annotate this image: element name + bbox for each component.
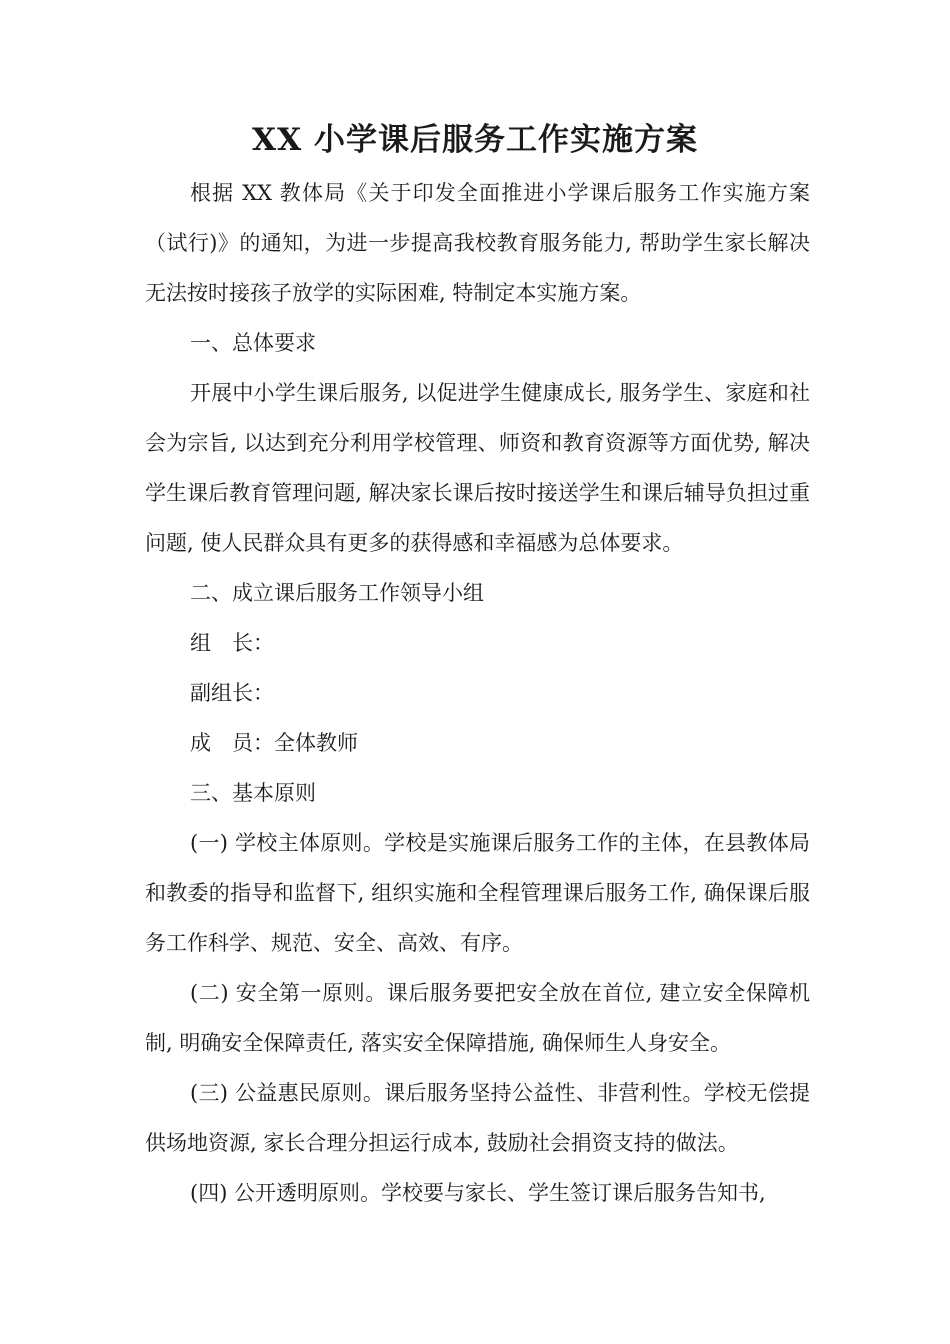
principle-public-welfare: (三) 公益惠民原则。课后服务坚持公益性、非营利性。学校无偿提供场地资源, 家长合理分担运行成本, 鼓励社会捐资支持的做法。 (145, 1081, 810, 1155)
group-leader-line: 组 长： (190, 631, 274, 655)
section-heading-general-requirements: 一、总体要求 (190, 331, 316, 355)
members-line: 成 员：全体教师 (190, 731, 358, 755)
principle-safety-first: (二) 安全第一原则。课后服务要把安全放在首位, 建立安全保障机制, 明确安全保障责任, 落实安全保障措施, 确保师生人身安全。 (145, 981, 810, 1055)
principle-school-subject: (一) 学校主体原则。学校是实施课后服务工作的主体，在县教体局和教委的指导和监督下, 组织实施和全程管理课后服务工作, 确保课后服务工作科学、规范、安全、高效、有序。 (145, 831, 810, 955)
deputy-leader-line: 副组长： (190, 681, 274, 705)
document-title: XX 小学课后服务工作实施方案 (252, 122, 698, 158)
intro-paragraph: 根据 XX 教体局《关于印发全面推进小学课后服务工作实施方案（试行)》的通知，为进一步提高我校教育服务能力, 帮助学生家长解决无法按时接孩子放学的实际困难, 特制定本实施方案。 (145, 181, 810, 305)
document-body (145, 168, 810, 1218)
section-heading-basic-principles: 三、基本原则 (190, 781, 316, 805)
general-requirements-paragraph: 开展中小学生课后服务, 以促进学生健康成长, 服务学生、家庭和社会为宗旨, 以达到充分利用学校管理、师资和教育资源等方面优势, 解决学生课后教育管理问题, 解决家长课后按时接送学生和课后辅导负担过重问题, 使人民群众具有更多的获得感和幸福感为总体要求。 (145, 381, 810, 555)
section-heading-leadership-group: 二、成立课后服务工作领导小组 (190, 581, 484, 605)
principle-transparency: (四) 公开透明原则。学校要与家长、学生签订课后服务告知书, (190, 1181, 766, 1205)
